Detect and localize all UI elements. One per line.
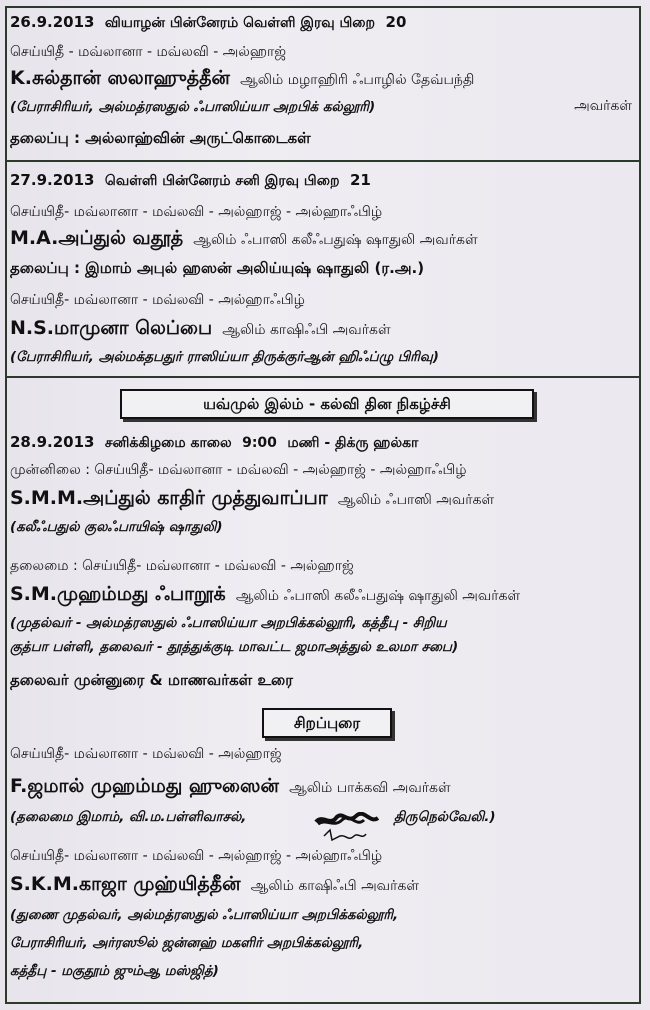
s3-paren2a: (முதல்வர் - அல்மத்ரஸதுல் ஃபாஸிய்யா அறபிக்கல்லூரி, கத்தீபு - சிறிய	[10, 615, 447, 631]
s1-topic: தலைப்பு : அல்லாஹ்வின் அருட்கொடைகள்	[10, 129, 311, 147]
s3-date: 28.9.2013	[10, 433, 95, 451]
s2-honor2: செய்யிதீ- மவ்லானா - மவ்லவி - அல்ஹாஃபிழ்	[10, 292, 305, 308]
special-speech-banner: சிறப்புரை	[262, 708, 392, 738]
s4-name2-line	[10, 874, 419, 896]
s3-paren2b: குத்பா பள்ளி, தலைவர் - தூத்துக்குடி மாவட்ட ஜமாஅத்துல் உலமா சபை)	[10, 639, 459, 655]
s4-paren: (தலைமை இமாம், வி.ம.பள்ளிவாசல்,	[10, 809, 247, 825]
s2-date: 27.9.2013	[10, 171, 95, 189]
s2-when: வெள்ளி பின்னேரம் சனி இரவு பிறை	[104, 173, 340, 189]
s3-presence: முன்னிலை : செய்யிதீ- மவ்லானா - மவ்லவி - அல்ஹாஜ் - அல்ஹாஃபிழ்	[10, 462, 467, 478]
s4-paren2a: (துணை முதல்வர், அல்மத்ரஸதுல் ஃபாஸிய்யா அறபிக்கல்லூரி,	[10, 907, 399, 923]
s1-num: 20	[385, 13, 407, 31]
s4-name: F.ஜமால் முஹம்மது ஹுஸைன்	[10, 775, 279, 797]
s3-chair: தலைமை : செய்யிதீ- மவ்லானா - மவ்லவி - அல்ஹாஜ்	[10, 558, 354, 574]
s4-name-line	[10, 776, 451, 798]
s1-paren: (பேராசிரியர், அல்மத்ரஸதுல் ஃபாஸிய்யா அறபிக் கல்லூரி)	[10, 99, 376, 115]
s1-date: 26.9.2013	[10, 13, 95, 31]
s4-title: ஆலிம் பாக்கவி அவர்கள்	[289, 780, 451, 796]
s2-title2: ஆலிம் காஷிஃபி அவர்கள்	[222, 322, 391, 338]
s4-paren2c: கத்தீபு - மகுதூம் ஜும்ஆ மஸ்ஜித்)	[10, 963, 219, 979]
s2-date-line	[10, 172, 371, 189]
handwritten-correction-scribble	[312, 812, 392, 846]
s3-when2: மணி - திக்ரு ஹல்கா	[287, 435, 419, 451]
s3-intro: தலைவர் முன்னுரை & மாணவர்கள் உரை	[10, 671, 293, 689]
s3-time: 9:00	[242, 435, 277, 451]
yawmul-ilm-banner: யவ்முல் இல்ம் - கல்வி தின நிகழ்ச்சி	[120, 389, 534, 419]
s3-name2: S.M.முஹம்மது ஃபாறூக்	[10, 583, 226, 605]
s2-honor: செய்யிதீ- மவ்லானா - மவ்லவி - அல்ஹாஜ் - அல்ஹாஃபிழ்	[10, 204, 383, 220]
s2-name: M.A.அப்துல் வதூத்	[10, 227, 184, 249]
s2-name2: N.S.மாமுனா லெப்பை	[10, 317, 213, 339]
s3-name-line	[10, 488, 494, 510]
s1-date-line	[10, 14, 406, 31]
s3-title: ஆலிம் ஃபாஸி அவர்கள்	[337, 492, 495, 508]
s1-avargal: அவர்கள்	[574, 98, 632, 114]
s1-when: வியாழன் பின்னேரம் வெள்ளி இரவு பிறை	[104, 15, 376, 31]
divider-2	[5, 376, 641, 378]
s2-name-line	[10, 228, 478, 250]
s4-paren2b: பேராசிரியர், அர்ரஸூல் ஜன்னஹ் மகளிர் அறபிக்கல்லூரி,	[10, 935, 364, 951]
s3-paren: (கலீஃபதுல் குலஃபாயிஷ் ஷாதுலி)	[10, 519, 223, 535]
s4-honor: செய்யிதீ- மவ்லானா - மவ்லவி - அல்ஹாஜ்	[10, 746, 282, 762]
s2-title: ஆலிம் ஃபாஸி கலீஃபதுஷ் ஷாதுலி அவர்கள்	[193, 232, 478, 248]
s1-honor: செய்யிதீ - மவ்லானா - மவ்லவி - அல்ஹாஜ்	[10, 44, 287, 60]
s4-place: திருநெல்வேலி.)	[394, 809, 496, 825]
s1-name-line	[10, 68, 474, 90]
s2-paren2: (பேராசிரியர், அல்மக்தபதுர் ராஸிய்யா திருக்குர்ஆன் ஹிஃப்ழு பிரிவு)	[10, 349, 439, 365]
s4-name2: S.K.M.காஜா முஹ்யித்தீன்	[10, 873, 241, 895]
s2-topic: தலைப்பு : இமாம் அபுல் ஹஸன் அலிய்யுஷ் ஷாதுலி (ர.அ.)	[10, 259, 425, 277]
s3-date-line	[10, 434, 418, 451]
s3-name: S.M.M.அப்துல் காதிர் முத்துவாப்பா	[10, 487, 328, 509]
s1-title: ஆலிம் மழாஹிரி ஃபாழில் தேவ்பந்தி	[240, 72, 475, 88]
s2-name2-line	[10, 318, 391, 340]
s4-title2: ஆலிம் காஷிஃபி அவர்கள்	[250, 878, 419, 894]
s4-honor2: செய்யிதீ- மவ்லானா - மவ்லவி - அல்ஹாஜ் - அல்ஹாஃபிழ்	[10, 848, 383, 864]
divider-1	[5, 160, 641, 162]
s3-title2: ஆலிம் ஃபாஸி கலீஃபதுஷ் ஷாதுலி அவர்கள்	[235, 588, 521, 604]
s3-when: சனிக்கிழமை காலை	[104, 435, 232, 451]
s1-name: K.சுல்தான் ஸலாஹுத்தீன்	[10, 67, 230, 89]
s3-name2-line	[10, 584, 520, 606]
s2-num: 21	[349, 171, 371, 189]
